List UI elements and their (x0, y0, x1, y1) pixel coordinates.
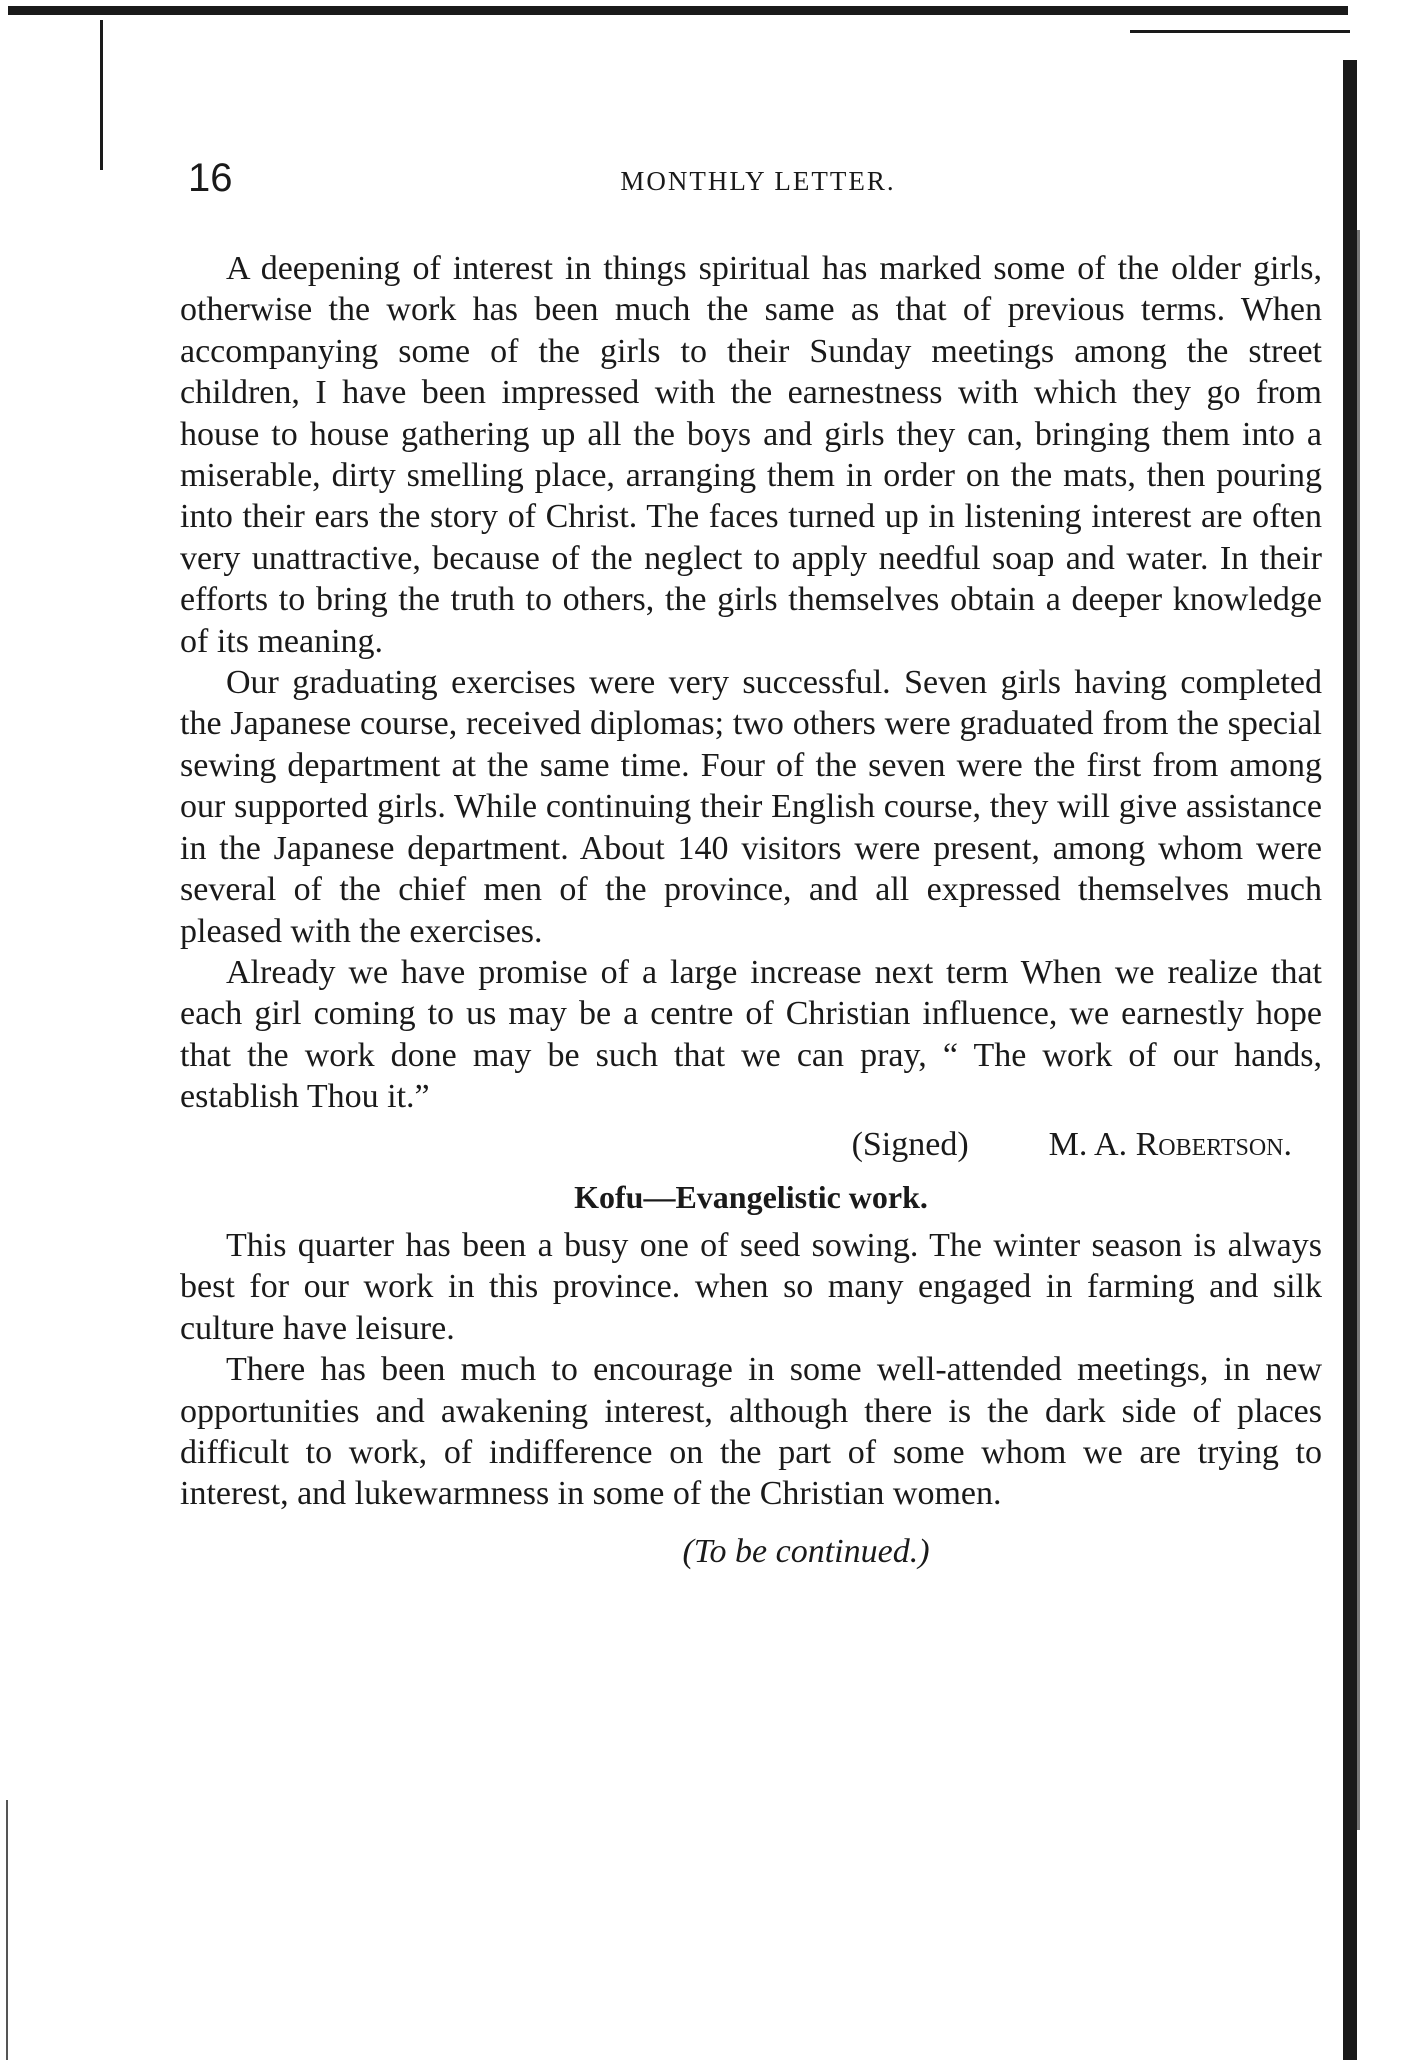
signer-name: M. A. Robertson. (1048, 1125, 1292, 1163)
running-head: MONTHLY LETTER. (620, 166, 896, 196)
page-header (188, 156, 1328, 216)
scan-border-top (8, 6, 1348, 15)
signed-label: (Signed) (851, 1125, 969, 1163)
scan-border-right (1343, 60, 1357, 2060)
paragraph: Our graduating exercises were very successful. Seven girls having completed the Japanese course, received diplomas; two others were graduated from the special sewing department at the same time. Four of the seven were the first from among our supported girls. While continuing their English course, they will give assistance in the Japanese department. About 140 visitors were present, among whom were several of the chief men of the province, and all expressed themselves much pleased with the exercises. (180, 664, 1322, 950)
page-body (180, 248, 1322, 1571)
continued-note: (To be continued.) (682, 1532, 930, 1570)
scan-border-left-lower (6, 1800, 8, 2060)
signature-line (180, 1124, 1322, 1165)
paragraph: This quarter has been a busy one of seed sowing. The winter season is always best for our work in this province. when so many engaged in farming and silk culture have leisure. (180, 1226, 1322, 1347)
scan-border-right-inner (1357, 230, 1360, 1830)
paragraph: A deepening of interest in things spiritual has marked some of the older girls, otherwise the work has been much the same as that of previous terms. When accompanying some of the girls to their Sunday meetings among the street children, I have been impressed with the earnestness with which they go from house to house gathering up all the boys and girls they can, bringing them into a miserable, dirty smelling place, arranging them in order on the mats, then pouring into their ears the story of Christ. The faces turned up in listening interest are often very unattractive, because of the neglect to apply needful soap and water. In their efforts to bring the truth to others, the girls themselves obtain a deeper knowledge of its meaning. (180, 250, 1322, 660)
paragraph: Already we have promise of a large increase next term When we realize that each girl coming to us may be a centre of Christian influence, we earnestly hope that the work done may be such that we can pray, “ The work of our hands, establish Thou it.” (180, 953, 1322, 1116)
paragraph: There has been much to encourage in some well-attended meetings, in new opportunities and awakening interest, although there is the dark side of places difficult to work, of indifference on the part of some whom we are trying to interest, and lukewarmness in some of the Christian women. (180, 1351, 1322, 1513)
section-heading: Kofu—Evangelistic work. (574, 1178, 928, 1215)
page-number: 16 (188, 156, 233, 200)
scan-border-left (100, 20, 103, 170)
scan-border-top-thin (1130, 30, 1350, 33)
